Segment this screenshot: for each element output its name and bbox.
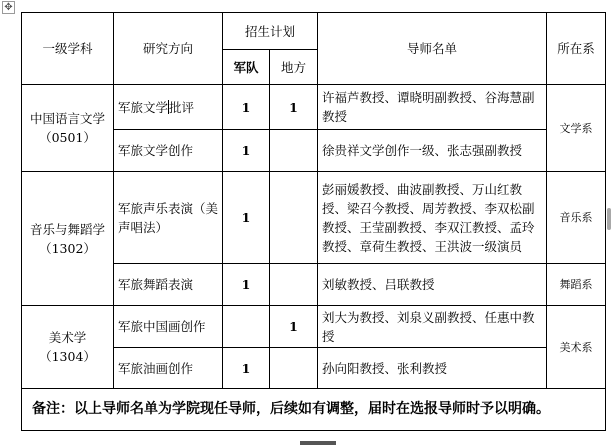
army-count-cell: 1 [223,85,270,130]
direction-cell: 军旅中国画创作 [114,306,223,348]
direction-text-a: 军旅文学 [118,99,169,115]
direction-cell: 军旅舞蹈表演 [114,264,223,306]
direction-cell[interactable] [114,85,223,130]
local-count-cell [270,130,318,172]
note-row [22,389,606,431]
local-count-cell: 1 [270,306,318,348]
local-count-cell [270,172,318,264]
header-dept: 所在系 [547,13,606,85]
army-count-cell: 1 [223,264,270,306]
table-row [22,306,606,348]
direction-cell: 军旅文学创作 [114,130,223,172]
dept-cell: 美术系 [547,306,606,389]
table-row [22,172,606,264]
supervisors-cell: 许福芦教授、谭晓明副教授、谷海慧副教授 [318,85,547,130]
dept-cell: 舞蹈系 [547,264,606,306]
bottom-edge-marker [300,441,336,445]
direction-cell: 军旅油画创作 [114,348,223,389]
direction-text-b: 批评 [169,99,195,115]
supervisors-cell: 刘敏教授、吕联教授 [318,264,547,306]
table-move-handle-icon[interactable]: ✥ [2,1,15,14]
dept-cell: 音乐系 [547,172,606,264]
supervisors-cell: 彭丽媛教授、曲波副教授、万山红教授、梁召今教授、周芳教授、李双松副教授、王莹副教授、李双江教授、孟玲教授、章荷生教授、王洪波一级演员 [318,172,547,264]
recruitment-table [21,12,606,431]
header-army: 军队 [223,50,270,85]
supervisors-cell: 刘大为教授、刘泉义副教授、任惠中教授 [318,306,547,348]
discipline-cell: 音乐与舞蹈学（1302） [22,172,114,306]
army-count-cell: 1 [223,172,270,264]
local-count-cell [270,348,318,389]
discipline-cell: 中国语言文学（0501） [22,85,114,172]
direction-cell: 军旅声乐表演（美声唱法） [114,172,223,264]
table-row [22,85,606,130]
local-count-cell: 1 [270,85,318,130]
dept-cell: 文学系 [547,85,606,172]
army-count-cell: 1 [223,130,270,172]
supervisors-cell: 孙向阳教授、张利教授 [318,348,547,389]
header-direction: 研究方向 [114,13,223,85]
header-plan: 招生计划 [223,13,318,50]
note-text: 备注：以上导师名单为学院现任导师，后续如有调整，届时在选报导师时予以明确。 [22,389,606,431]
header-discipline: 一级学科 [22,13,114,85]
header-supervisors: 导师名单 [318,13,547,85]
header-row-1 [22,13,606,50]
scrollbar-thumb[interactable] [607,208,611,230]
header-local: 地方 [270,50,318,85]
army-count-cell [223,306,270,348]
supervisors-cell: 徐贵祥文学创作一级、张志强副教授 [318,130,547,172]
discipline-cell: 美术学（1304） [22,306,114,389]
army-count-cell: 1 [223,348,270,389]
local-count-cell [270,264,318,306]
